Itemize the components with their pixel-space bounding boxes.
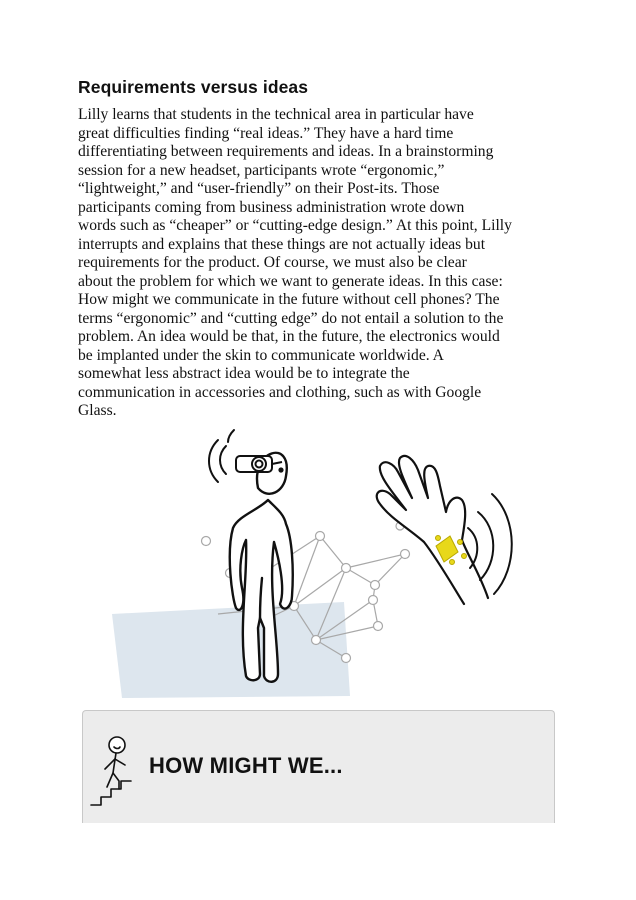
- callout-title: HOW MIGHT WE...: [149, 753, 343, 778]
- blue-panel: [112, 602, 350, 698]
- how-might-we-callout: [82, 710, 555, 841]
- section-heading: Requirements versus ideas: [78, 77, 309, 97]
- stairs-figure-icon: [89, 725, 141, 807]
- page-bottom-margin: [0, 823, 636, 900]
- illustration-smart-glasses-and-hand: [108, 428, 530, 700]
- body-paragraph: Lilly learns that students in the technical area in particular have great difficulties finding “real ideas.” They have a hard time differentiating between requirements and ideas. In a brainstorming session for a new headset, participants wrote “ergonomic,” “lightweight,” and “user-friendly” on their Post-its. Those participants coming from business administration wrote down words such as “cheaper” or “cutting-edge design.” At this point, Lilly interrupts and explains that these things are not actually ideas but requirements for the product. Of course, we must also be clear about the problem for which we want to generate ideas. In this case: How might we communicate in the future without cell phones? The terms “ergonomic” and “cutting edge” do not entail a solution to the problem. An idea would be that, in the future, the electronics would be implanted under the skin to communicate worldwide. A somewhat less abstract idea would be to integrate the communication in accessories and clothing, such as with Google Glass.: [78, 106, 512, 419]
- signal-waves-icon: [209, 430, 234, 482]
